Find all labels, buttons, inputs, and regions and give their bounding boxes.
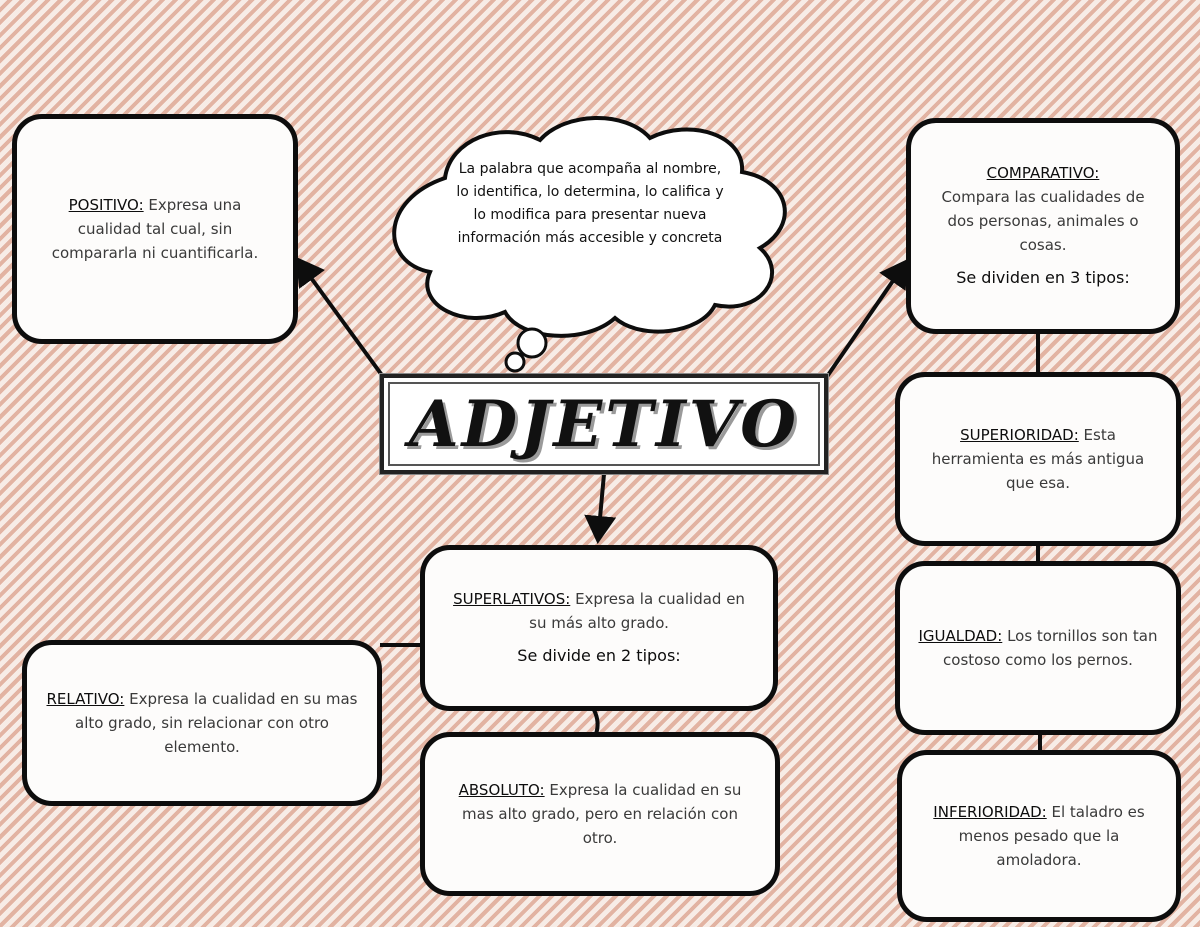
relativo-box: [22, 640, 382, 806]
superlativos-desc: Expresa la cualidad en su más alto grado.: [529, 590, 745, 633]
title-box: [380, 374, 828, 474]
absoluto-term: ABSOLUTO:: [458, 781, 545, 799]
page-title: ADJETIVO: [408, 386, 800, 462]
absoluto-box: [420, 732, 780, 896]
comparativo-term: COMPARATIVO:: [986, 164, 1100, 183]
inferioridad-desc: El taladro es menos pesado que la amoladora.: [958, 803, 1145, 869]
comparativo-box: [906, 118, 1180, 334]
inferioridad-box: [897, 750, 1181, 922]
cloud-definition-text: La palabra que acompaña al nombre, lo identifica, lo determina, lo califica y lo modifica para presentar nueva información más accesible y concreta: [456, 161, 724, 247]
superlativos-divide: Se divide en 2 tipos:: [517, 646, 681, 666]
absoluto-desc: Expresa la cualidad en su mas alto grado, pero en relación con otro.: [462, 781, 742, 847]
line-superlativos-absoluto: [594, 710, 598, 734]
superlativos-term: SUPERLATIVOS:: [453, 590, 571, 609]
igualdad-term: IGUALDAD:: [918, 627, 1003, 645]
igualdad-desc: Los tornillos son tan costoso como los pernos.: [943, 627, 1158, 669]
arrow-to-comparativo: [826, 262, 906, 378]
comparativo-divide: Se dividen en 3 tipos:: [956, 268, 1130, 288]
inferioridad-term: INFERIORIDAD:: [933, 803, 1047, 821]
relativo-desc: Expresa la cualidad en su mas alto grado, sin relacionar con otro elemento.: [75, 690, 358, 756]
comparativo-desc: Compara las cualidades de dos personas, animales o cosas.: [941, 188, 1145, 255]
positivo-term: POSITIVO:: [68, 196, 144, 214]
positivo-desc: Expresa una cualidad tal cual, sin compararla ni cuantificarla.: [51, 196, 259, 262]
relativo-term: RELATIVO:: [46, 690, 125, 708]
positivo-box: [12, 114, 298, 344]
superioridad-term: SUPERIORIDAD:: [960, 426, 1079, 444]
arrow-to-superlativos: [598, 474, 604, 540]
igualdad-box: [895, 561, 1181, 735]
superioridad-desc: Esta herramienta es más antigua que esa.: [931, 426, 1145, 492]
superlativos-box: [420, 545, 778, 711]
superioridad-box: [895, 372, 1181, 546]
arrow-to-positivo: [298, 260, 384, 378]
